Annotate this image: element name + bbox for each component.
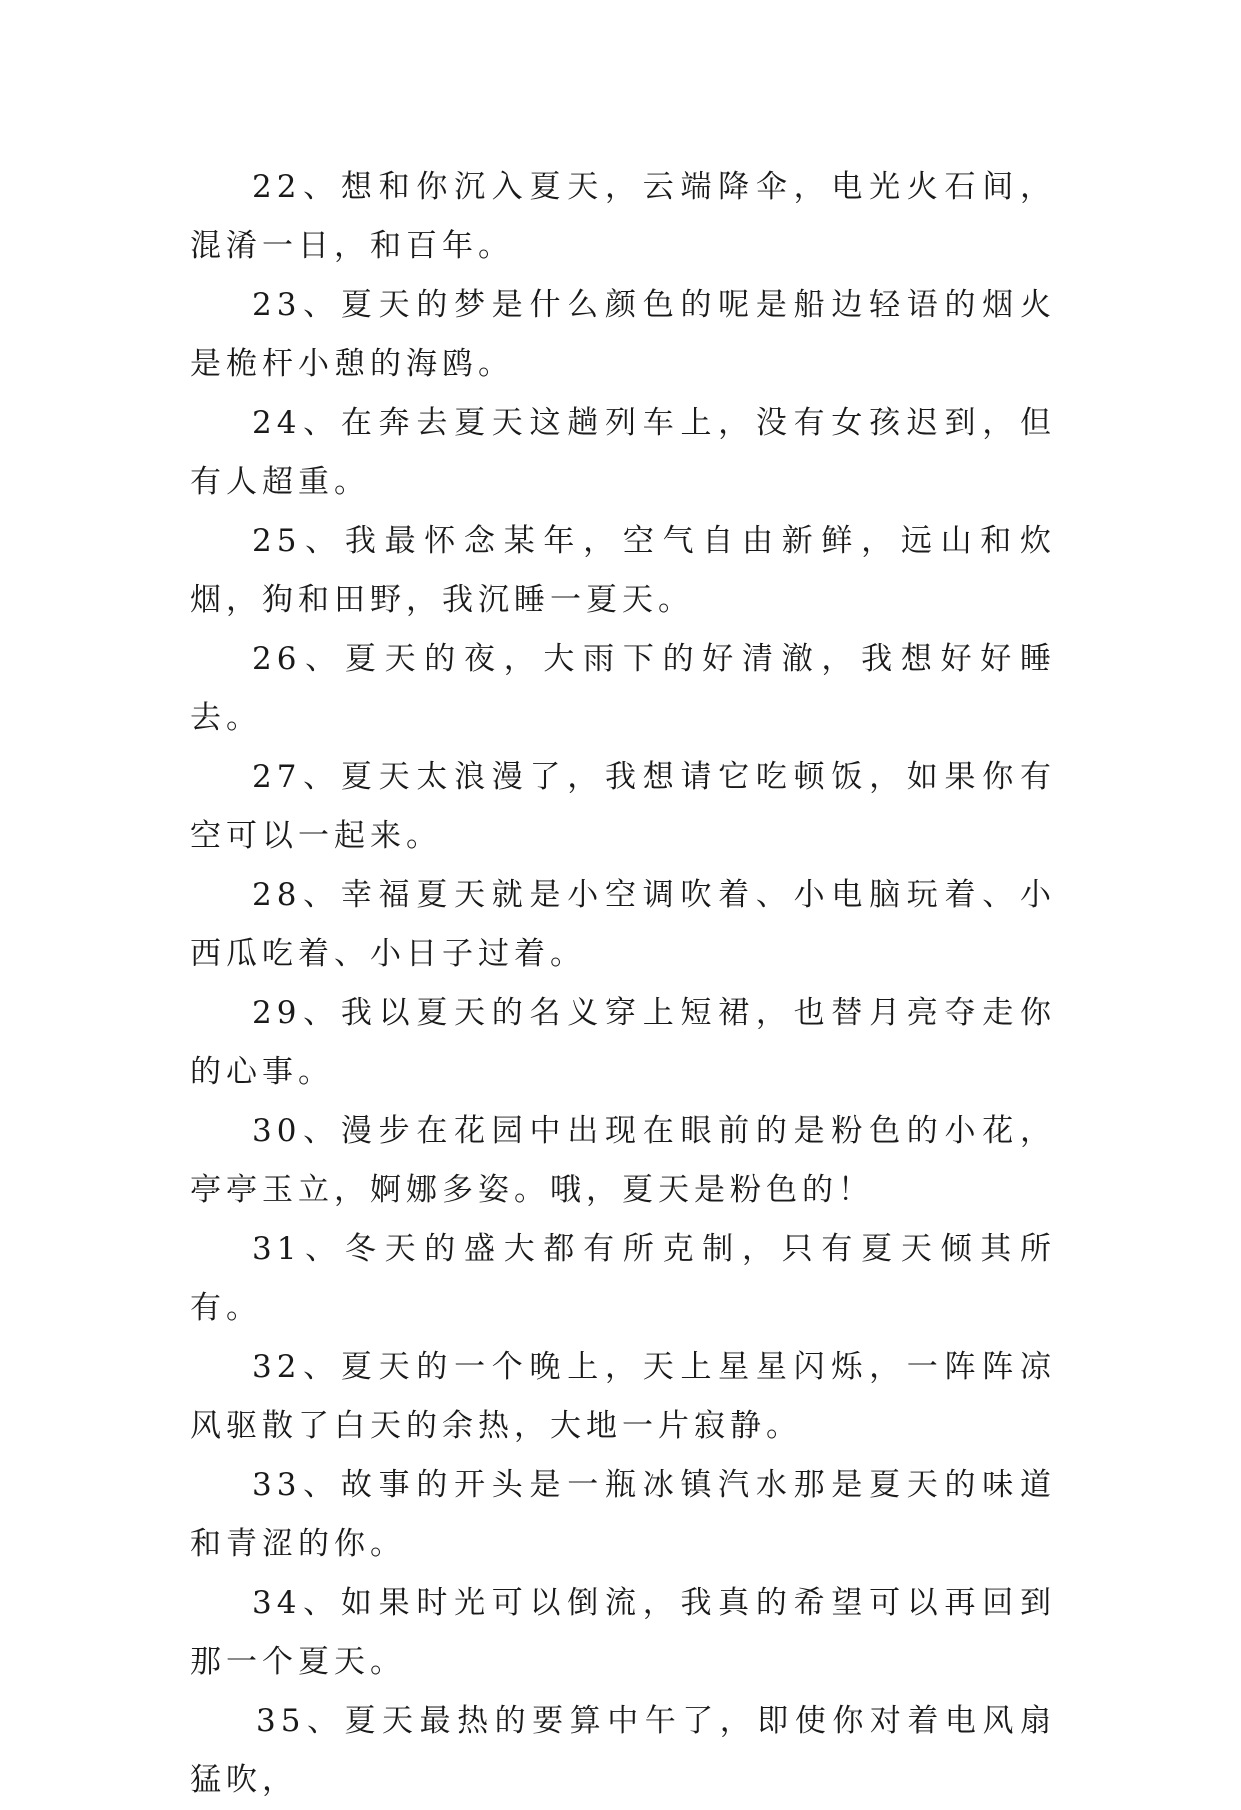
paragraph-23: 23、夏天的梦是什么颜色的呢是船边轻语的烟火是桅杆小憩的海鸥。 — [190, 287, 1056, 382]
document-body — [190, 158, 1056, 1810]
paragraph-25: 25、我最怀念某年，空气自由新鲜，远山和炊烟，狗和田野，我沉睡一夏天。 — [190, 523, 1056, 618]
paragraph-32: 32、夏天的一个晚上，天上星星闪烁，一阵阵凉风驱散了白天的余热，大地一片寂静。 — [190, 1349, 1056, 1444]
paragraph-26: 26、夏天的夜，大雨下的好清澈，我想好好睡去。 — [190, 641, 1056, 736]
paragraph-34: 34、如果时光可以倒流，我真的希望可以再回到那一个夏天。 — [190, 1585, 1056, 1680]
paragraph-22: 22、想和你沉入夏天，云端降伞，电光火石间，混淆一日，和百年。 — [190, 169, 1056, 264]
paragraph-28: 28、幸福夏天就是小空调吹着、小电脑玩着、小西瓜吃着、小日子过着。 — [190, 877, 1056, 972]
paragraph-27: 27、夏天太浪漫了，我想请它吃顿饭，如果你有空可以一起来。 — [190, 759, 1056, 854]
paragraph-35: 35、夏天最热的要算中午了，即使你对着电风扇猛吹， — [190, 1703, 1056, 1798]
paragraph-29: 29、我以夏天的名义穿上短裙，也替月亮夺走你的心事。 — [190, 995, 1056, 1090]
paragraph-24: 24、在奔去夏天这趟列车上，没有女孩迟到，但有人超重。 — [190, 405, 1056, 500]
paragraph-31: 31、冬天的盛大都有所克制，只有夏天倾其所有。 — [190, 1231, 1056, 1326]
paragraph-30: 30、漫步在花园中出现在眼前的是粉色的小花，亭亭玉立，婀娜多姿。哦，夏天是粉色的！ — [190, 1113, 1056, 1208]
paragraph-33: 33、故事的开头是一瓶冰镇汽水那是夏天的味道和青涩的你。 — [190, 1467, 1056, 1562]
